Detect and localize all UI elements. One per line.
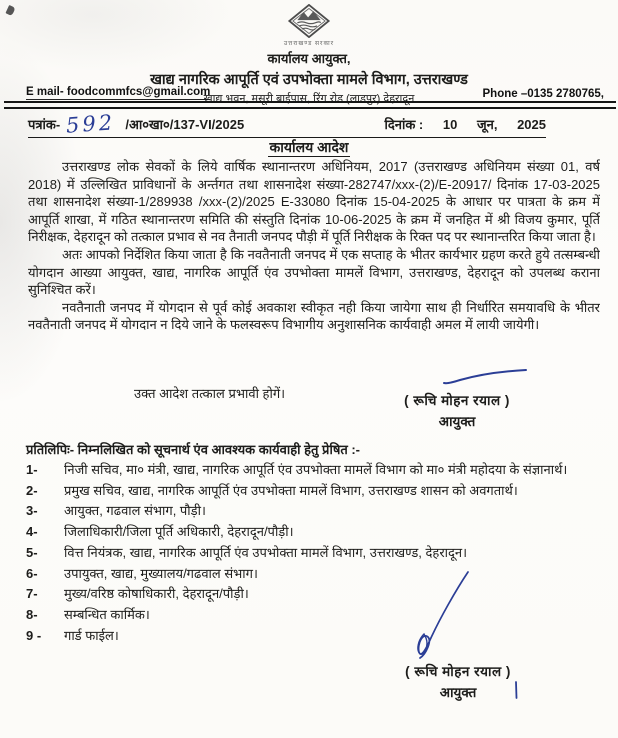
copy-item-text: सम्बन्धित कार्मिक। xyxy=(64,606,150,622)
body-paragraph-1: उत्तराखण्ड लोक सेवकों के लिये वार्षिक स्थानान्तरण अधिनियम, 2017 (उत्तराखण्ड अधिनियम संख्या 01, वर्ष 2018) में उल्लिखित प्राविधानों के अर्न्तगत तथा शासनादेश संख्या-282747/xxx-(2)/E-20917/ दिनांक 17-03-2025 तथा शासनादेश संख्या-1/289938 /xxx-(2)/2025 E-33080 दिनांक 15-04-2025 के आधार पर पात्रता के क्रम में आपूर्ति शाखा, में गठित स्थानान्तरण समिति की संस्तुति दिनांक 10-06-2025 के क्रम में जनहित में श्री विजय कुमार, पूर्ति निरीक्षक, देहरादून को तत्काल प्रभाव से नव तैनाती जनपद पौड़ी में पूर्ति निरीक्षक के रिक्त पद पर स्थानान्तरित किया जाता है। xyxy=(28,159,600,245)
copies-heading: प्रतिलिपिः- निम्नलिखित को सूचनार्थ एंव आवश्यक कार्यवाही हेतु प्रेषित :- xyxy=(26,442,361,457)
copy-item-number: 5- xyxy=(26,544,38,560)
copy-item xyxy=(26,461,590,479)
date-label: दिनांक : xyxy=(384,117,424,132)
copy-item-number: 6- xyxy=(26,565,38,581)
copy-item xyxy=(26,523,590,541)
date-month: जून, xyxy=(476,117,498,132)
signature-block-top xyxy=(372,366,542,430)
letter-number-label: पत्रांक- xyxy=(28,117,61,132)
header-divider xyxy=(4,101,616,109)
date-group xyxy=(384,115,546,133)
copy-item xyxy=(26,482,590,500)
phone-number: Phone –0135 2780765, xyxy=(482,88,604,100)
signature-stroke-large-icon xyxy=(404,568,474,673)
handwritten-letter-number: 592 xyxy=(65,110,117,138)
letter-number-rest: /आ०खा०/137-VI/2025 xyxy=(125,117,245,132)
copy-item-number: 9 - xyxy=(26,627,42,643)
copy-item-text: वित्त नियंत्रक, खाद्य, नागरिक आपूर्ति एंव उपभोक्ता मामलें विभाग, उत्तराखण्ड, देहरादून। xyxy=(64,544,468,560)
copy-item-text: मुख्य/वरिष्ठ कोषाधिकारी, देहरादून/पौड़ी। xyxy=(64,586,249,602)
date-day: 10 xyxy=(442,117,458,132)
copy-item-text: गार्ड फाईल। xyxy=(64,627,119,643)
order-title: कार्यालय आदेश xyxy=(269,139,349,155)
copy-item-text: उपायुक्त, खाद्य, मुख्यालय/गढवाल संभाग। xyxy=(64,565,258,581)
copy-item-text: आयुक्त, गढवाल संभाग, पौड़ी। xyxy=(64,503,206,519)
uttarakhand-government-emblem-icon xyxy=(0,4,618,38)
email-address: E mail- foodcommfcs@gmail.com xyxy=(26,86,211,98)
copy-item-text: जिलाधिकारी/जिला पूर्ति अधिकारी, देहरादून/पौड़ी। xyxy=(64,524,294,540)
office-name: कार्यालय आयुक्त, xyxy=(267,51,351,66)
copy-item-text: प्रमुख सचिव, खाद्य, नागरिक आपूर्ति एंव उपभोक्ता मामलें विभाग, उत्तराखण्ड शासन को अवगतार्थ। xyxy=(64,482,518,498)
body-paragraph-2: अतः आपको निर्देशित किया जाता है कि नवतैनाती जनपद में एक सप्ताह के भीतर कार्यभार ग्रहण करते हुये तत्सम्बन्धी योगदान आख्या आयुक्त, खाद्य, नागरिक आपूर्ति एंव उपभोक्ता मामलें विभाग, उत्तराखण्ड, देहरादून को उपलब्ध कराना सुनिश्चित करें। xyxy=(28,246,600,298)
copy-item-number: 8- xyxy=(26,606,38,622)
copy-item xyxy=(26,627,590,645)
order-body xyxy=(28,158,600,334)
copy-item xyxy=(26,585,590,603)
copy-item-text: निजी सचिव, मा० मंत्री, खाद्य, नागरिक आपूर्ति एंव उपभोक्ता मामलें विभाग को मा० मंत्री महोदया के संज्ञानार्थ। xyxy=(64,462,568,477)
copy-item-number: 3- xyxy=(26,503,38,519)
signatory-designation: आयुक्त xyxy=(438,414,476,429)
copy-item xyxy=(26,606,590,624)
reference-row xyxy=(28,110,546,138)
signatory-name: ( रूचि मोहन रयाल ) xyxy=(405,664,511,679)
copy-item xyxy=(26,502,590,520)
signatory-name: ( रूचि मोहन रयाल ) xyxy=(404,393,510,408)
copy-item-number: 1- xyxy=(26,462,38,477)
copy-item-number: 7- xyxy=(26,586,38,602)
copies-section xyxy=(26,440,590,647)
copy-item-number: 2- xyxy=(26,482,38,498)
body-paragraph-4: उक्त आदेश तत्काल प्रभावी होगें। xyxy=(134,386,286,401)
department-name: खाद्य नागरिक आपूर्ति एवं उपभोक्ता मामले विभाग, उत्तराखण्ड xyxy=(150,72,468,88)
signature-stroke-icon xyxy=(400,366,570,391)
copy-item-number: 4- xyxy=(26,524,38,540)
signature-block-bottom xyxy=(378,662,538,701)
copy-item xyxy=(26,565,590,583)
pen-tick-icon xyxy=(512,680,520,705)
contact-row xyxy=(26,86,604,100)
copy-item xyxy=(26,544,590,562)
body-paragraph-3: नवतैनाती जनपद में योगदान से पूर्व कोई अवकाश स्वीकृत नही किया जायेगा साथ ही निर्धारित समयावधि के भीतर नवतैनाती जनपद में योगदान न दिये जाने के फलस्वरूप विभागीय अनुशासनिक कार्यवाही अमल में लायी जायेगी। xyxy=(28,299,600,333)
office-address: खाद्य भवन, मसूरी बाईपास, रिंग रोड (लाडपुर) देहरादून xyxy=(203,93,415,105)
date-year: 2025 xyxy=(517,117,546,132)
emblem-caption: उत्तराखण्ड सरकार xyxy=(283,41,335,47)
signatory-designation: आयुक्त xyxy=(439,685,477,700)
